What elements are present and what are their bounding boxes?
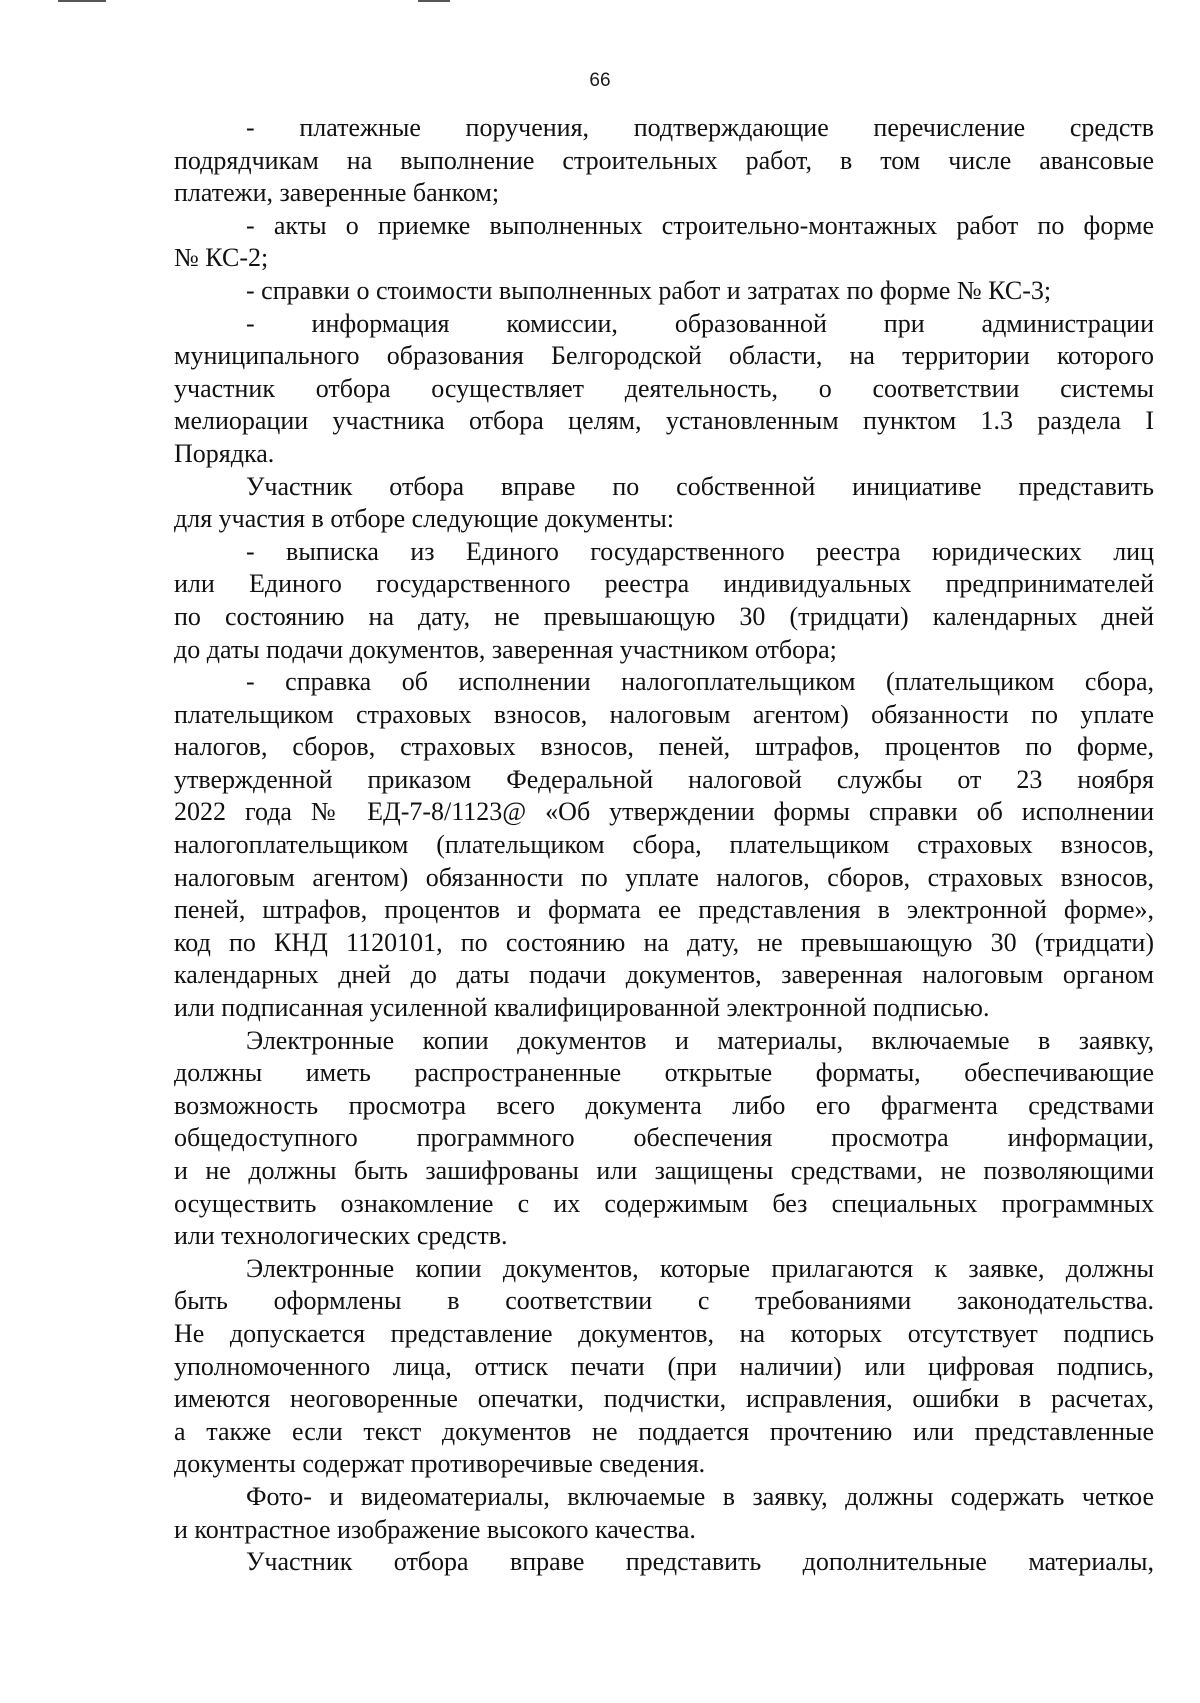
text-line: 2022 года № ЕД-7-8/1123@ «Об утверждении формы справки об исполнении <box>174 797 1154 827</box>
text-line: утвержденной приказом Федеральной налоговой службы от 23 ноября <box>174 764 1154 794</box>
text-line: подрядчикам на выполнение строительных работ, в том числе авансовые <box>174 145 1154 175</box>
text-line: осуществить ознакомление с их содержимым без специальных программных <box>174 1188 1154 1218</box>
text-line: пеней, штрафов, процентов и формата ее представления в электронной форме», <box>174 895 1154 925</box>
text-line: Не допускается представление документов, на которых отсутствует подпись <box>174 1318 1154 1348</box>
text-line: Фото- и видеоматериалы, включаемые в заявку, должны содержать четкое <box>246 1481 1154 1511</box>
text-line: код по КНД 1120101, по состоянию на дату, не превышающую 30 (тридцати) <box>174 927 1154 957</box>
text-line: налоговым агентом) обязанности по уплате налогов, сборов, страховых взносов, <box>174 862 1154 892</box>
text-line: налогов, сборов, страховых взносов, пеней, штрафов, процентов по форме, <box>174 732 1154 762</box>
scan-artifact <box>58 0 106 2</box>
text-line: быть оформлены в соответствии с требованиями законодательства. <box>174 1286 1154 1316</box>
text-line: муниципального образования Белгородской области, на территории которого <box>174 341 1154 371</box>
text-line: - выписка из Единого государственного реестра юридических лиц <box>246 536 1154 566</box>
text-line: и не должны быть зашифрованы или защищены средствами, не позволяющими <box>174 1156 1154 1185</box>
text-line: уполномоченного лица, оттиск печати (при наличии) или цифровая подпись, <box>174 1351 1154 1381</box>
text-line: по состоянию на дату, не превышающую 30 (тридцати) календарных дней <box>174 601 1154 631</box>
text-line: - акты о приемке выполненных строительно-монтажных работ по форме <box>246 210 1154 240</box>
text-line: плательщиком страховых взносов, налоговым агентом) обязанности по уплате <box>174 699 1154 729</box>
text-line: - платежные поручения, подтверждающие перечисление средств <box>246 113 1154 142</box>
text-line: Электронные копии документов и материалы, включаемые в заявку, <box>246 1025 1154 1055</box>
text-line: участник отбора осуществляет деятельность, о соответствии системы <box>174 373 1154 403</box>
text-line: или подписанная усиленной квалифицированной электронной подписью. <box>174 993 990 1023</box>
text-line: общедоступного программного обеспечения просмотра информации, <box>174 1123 1154 1153</box>
text-line: - информация комиссии, образованной при администрации <box>246 308 1154 338</box>
text-line: документы содержат противоречивые сведения. <box>174 1449 706 1479</box>
text-line: и контрастное изображение высокого качества. <box>174 1514 696 1544</box>
text-line: № КС-2; <box>174 243 269 273</box>
text-line: - справка об исполнении налогоплательщиком (плательщиком сбора, <box>246 667 1154 697</box>
page-number: 66 <box>589 70 611 91</box>
text-line: налогоплательщиком (плательщиком сбора, плательщиком страховых взносов, <box>174 830 1154 860</box>
text-line: календарных дней до даты подачи документов, заверенная налоговым органом <box>174 960 1154 990</box>
text-line: Участник отбора вправе представить дополнительные материалы, <box>246 1547 1154 1577</box>
text-line: а также если текст документов не поддается прочтению или представленные <box>174 1416 1154 1446</box>
text-line: - справки о стоимости выполненных работ и затратах по форме № КС-3; <box>246 275 1052 305</box>
text-line: платежи, заверенные банком; <box>174 178 500 208</box>
text-line: или технологических средств. <box>174 1221 508 1251</box>
text-line: до даты подачи документов, заверенная участником отбора; <box>174 634 837 664</box>
text-line: Электронные копии документов, которые прилагаются к заявке, должны <box>246 1253 1154 1283</box>
text-line: мелиорации участника отбора целям, установленным пунктом 1.3 раздела I <box>174 406 1154 436</box>
text-line: должны иметь распространенные открытые форматы, обеспечивающие <box>174 1058 1154 1088</box>
scan-artifact <box>418 0 450 2</box>
text-line: Порядка. <box>174 438 275 468</box>
text-line: или Единого государственного реестра индивидуальных предпринимателей <box>174 569 1154 599</box>
text-line: Участник отбора вправе по собственной инициативе представить <box>246 471 1154 501</box>
text-line: возможность просмотра всего документа либо его фрагмента средствами <box>174 1090 1154 1120</box>
text-line: имеются неоговоренные опечатки, подчистки, исправления, ошибки в расчетах, <box>174 1384 1154 1414</box>
document-body <box>174 112 1154 1579</box>
text-line: для участия в отборе следующие документы: <box>174 504 675 534</box>
